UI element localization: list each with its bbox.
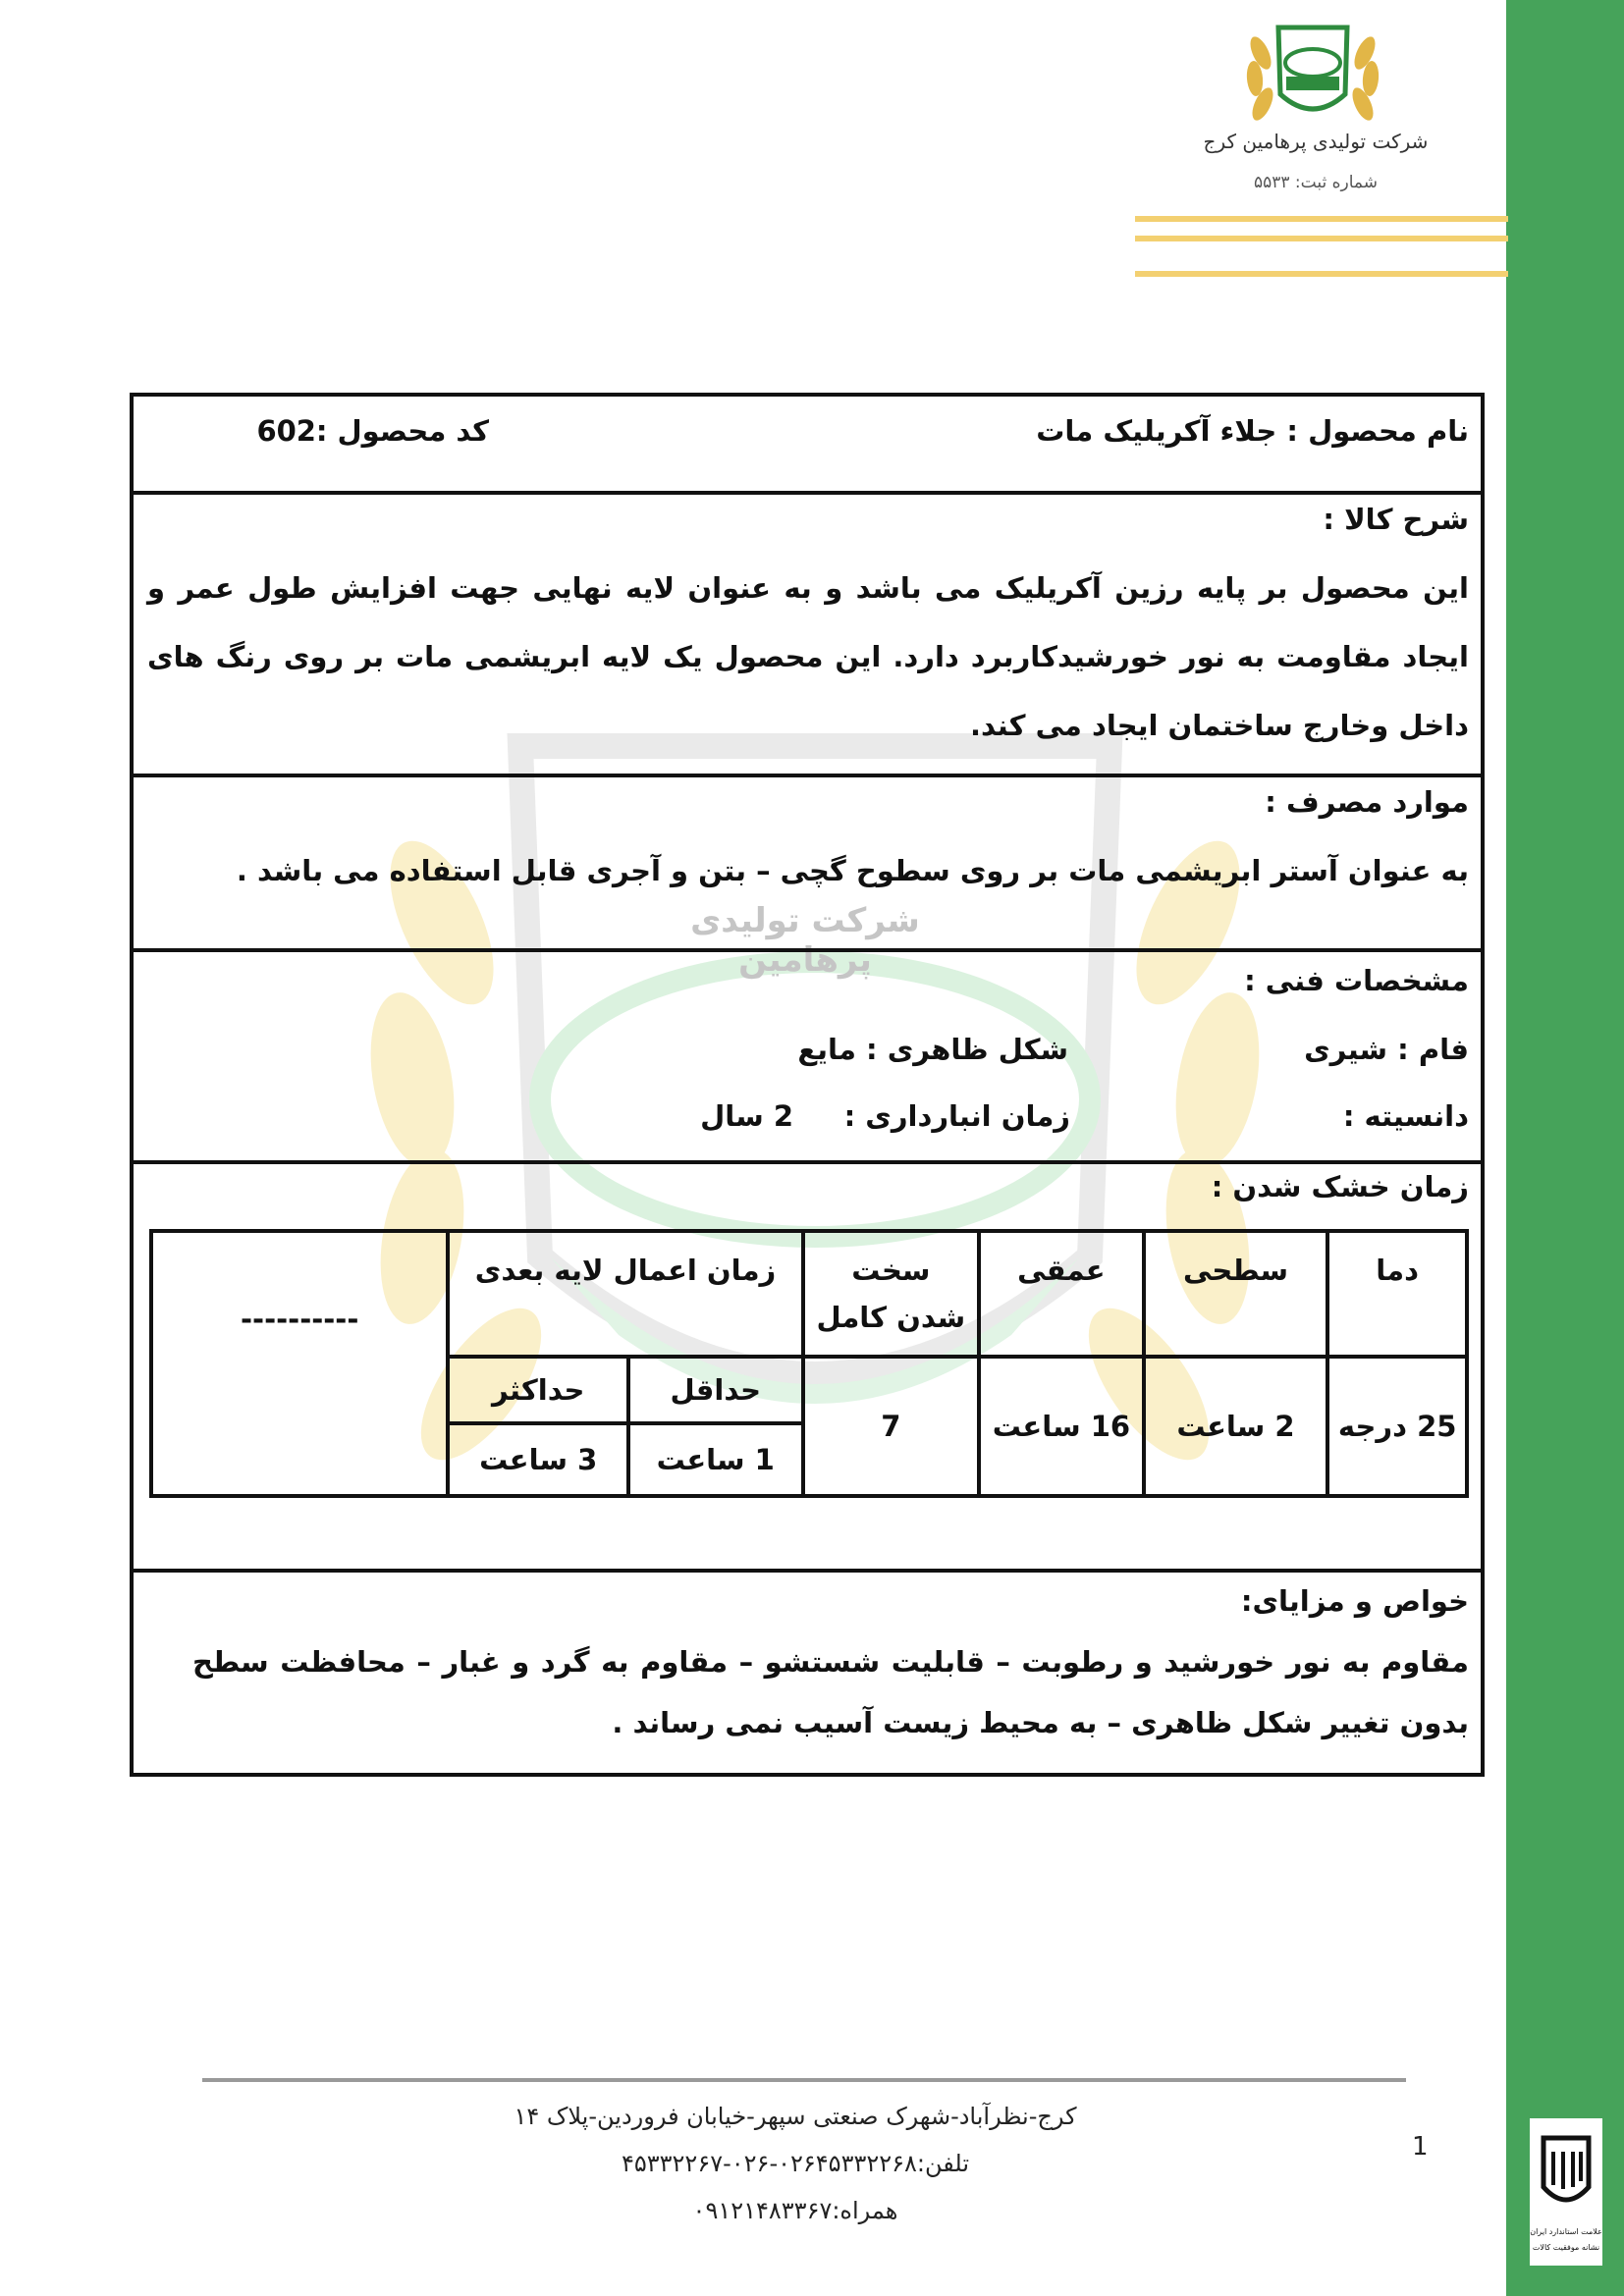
gold-rule-1 — [1135, 216, 1508, 222]
footer-address: کرج-نظرآباد-شهرک صنعتی سپهر-خیابان فروردین-پلاک ۱۴ — [514, 2103, 1077, 2130]
gold-rule-2 — [1135, 236, 1508, 241]
value-deep: 16 ساعت — [979, 1357, 1144, 1496]
standard-mark-line1: علامت استاندارد ایران — [1530, 2227, 1602, 2236]
spec-storage-label: زمان انبارداری : — [843, 1099, 1070, 1133]
header-recoat: زمان اعمال لایه بعدی — [448, 1231, 802, 1357]
description-section — [134, 495, 1481, 777]
description-title: شرح کالا : — [1323, 503, 1469, 536]
features-title: خواص و مزایای: — [1240, 1584, 1469, 1618]
value-hard: 7 — [803, 1357, 980, 1496]
header-hard: سخت شدن کامل — [803, 1231, 980, 1357]
features-section — [134, 1573, 1481, 1773]
registration-number: شماره ثبت: ۵۵۳۳ — [1254, 173, 1378, 192]
footer-mobile: همراه:۰۹۱۲۱۴۸۳۳۶۷ — [692, 2197, 898, 2224]
product-sheet-table — [130, 393, 1485, 1777]
description-text: این محصول بر پایه رزین آکریلیک می باشد و به عنوان لایه نهایی جهت افزایش طول عمر و ایجاد مقاومت به نور خورشیدکاربرد دارد. این محصول یک لایه ابریشمی مات بر روی رنگ های داخل وخارج ساختمان ایجاد می کند. — [147, 571, 1469, 742]
usage-section — [134, 777, 1481, 952]
standard-mark-line2: نشانه موفقیت کالات — [1532, 2243, 1600, 2252]
product-name: نام محصول : جلاء آکریلیک مات — [1036, 414, 1469, 448]
features-text: مقاوم به نور خورشید و رطوبت – قابلیت شستشو – مقاوم به گرد و غبار – محافظت سطح بدون تغییر شکل ظاهری – به محیط زیست آسیب نمی رساند . — [192, 1645, 1469, 1739]
blank-dashes: ---------- — [151, 1231, 448, 1496]
spec-storage-value: 2 سال — [700, 1099, 793, 1133]
value-min: 1 ساعت — [628, 1423, 803, 1496]
iran-standard-mark-icon — [1530, 2118, 1602, 2266]
page-number: 1 — [1412, 2132, 1429, 2162]
value-surface: 2 ساعت — [1144, 1357, 1328, 1496]
product-code-label: کد محصول : — [315, 414, 489, 448]
spec-appearance: شکل ظاهری : مایع — [797, 1033, 1068, 1066]
specs-section — [134, 952, 1481, 1164]
band-divider — [1500, 0, 1506, 2296]
header-temp: دما — [1327, 1231, 1467, 1357]
company-logo — [1239, 14, 1386, 136]
header-deep: عمقی — [979, 1231, 1144, 1357]
subheader-max: حداکثر — [448, 1357, 628, 1423]
product-row — [134, 397, 1481, 495]
value-temp: 25 درجه — [1327, 1357, 1467, 1496]
company-name: شرکت تولیدی پرهامین کرج — [1203, 130, 1429, 153]
right-green-band — [1506, 0, 1624, 2296]
header-surface: سطحی — [1144, 1231, 1328, 1357]
footer-phone: تلفن:۰۲۶۴۵۳۳۲۲۶۸-۰۲۶-۴۵۳۳۲۲۶۷ — [621, 2150, 970, 2177]
subheader-min: حداقل — [628, 1357, 803, 1423]
drying-title: زمان خشک شدن : — [1211, 1170, 1469, 1203]
gold-rule-3 — [1135, 271, 1508, 277]
spec-density-label: دانسیته : — [1342, 1099, 1469, 1133]
footer-rule — [202, 2078, 1406, 2082]
value-max: 3 ساعت — [448, 1423, 628, 1496]
spec-fam: فام : شیری — [1304, 1033, 1469, 1066]
watermark-company-text: شرکت تولیدی پرهامین — [690, 901, 920, 980]
drying-time-table — [149, 1229, 1469, 1498]
usage-title: موارد مصرف : — [1265, 785, 1469, 819]
usage-text: به عنوان آستر ابریشمی مات بر روی سطوح گچی – بتن و آجری قابل استفاده می باشد . — [236, 854, 1469, 887]
specs-title: مشخصات فنی : — [1244, 964, 1469, 997]
product-code-value: 602 — [256, 414, 316, 448]
